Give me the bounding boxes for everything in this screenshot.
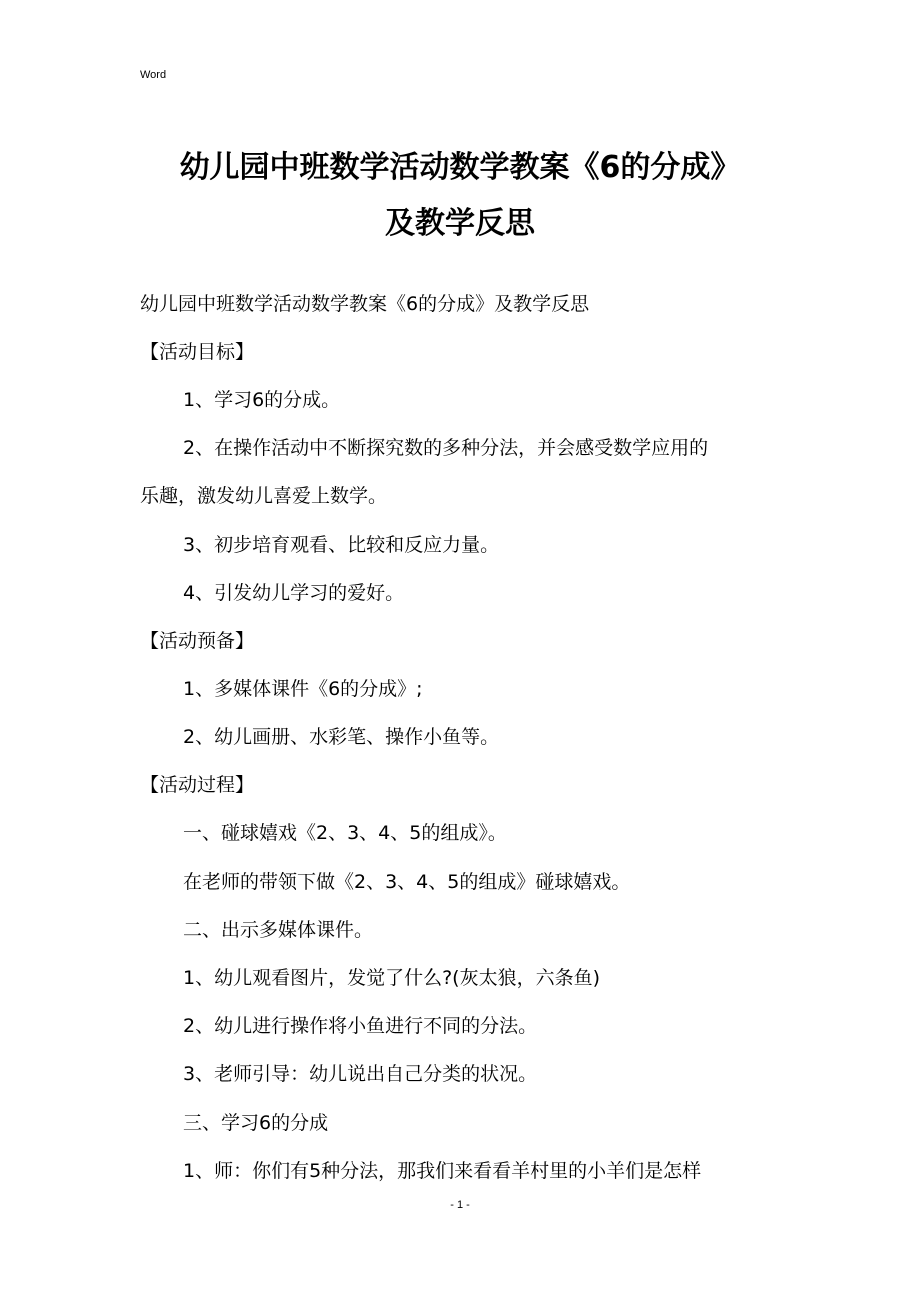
header-label: Word bbox=[140, 69, 167, 81]
paragraph: 在老师的带领下做《2、3、4、5的组成》碰球嬉戏。 bbox=[183, 871, 631, 893]
section-heading: 【活动预备】 bbox=[140, 630, 255, 652]
paragraph: 乐趣，激发幼儿喜爱上数学。 bbox=[140, 485, 388, 507]
paragraph: 3、老师引导：幼儿说出自己分类的状况。 bbox=[183, 1063, 538, 1085]
paragraph: 1、师：你们有5种分法，那我们来看看羊村里的小羊们是怎样 bbox=[183, 1160, 702, 1182]
page-number: - 1 - bbox=[450, 1199, 470, 1211]
section-heading: 【活动目标】 bbox=[140, 341, 255, 363]
paragraph: 2、在操作活动中不断探究数的多种分法，并会感受数学应用的 bbox=[183, 437, 709, 459]
paragraph: 1、幼儿观看图片，发觉了什么?(灰太狼，六条鱼) bbox=[183, 967, 600, 989]
document-title-line-2: 及教学反思 bbox=[385, 206, 535, 241]
paragraph: 4、引发幼儿学习的爱好。 bbox=[183, 582, 405, 604]
paragraph: 1、多媒体课件《6的分成》; bbox=[183, 678, 423, 700]
paragraph: 2、幼儿进行操作将小鱼进行不同的分法。 bbox=[183, 1015, 538, 1037]
paragraph: 2、幼儿画册、水彩笔、操作小鱼等。 bbox=[183, 726, 500, 748]
paragraph: 3、初步培育观看、比较和反应力量。 bbox=[183, 534, 500, 556]
section-heading: 【活动过程】 bbox=[140, 774, 255, 796]
paragraph: 1、学习6的分成。 bbox=[183, 389, 341, 411]
paragraph: 二、出示多媒体课件。 bbox=[183, 919, 374, 941]
document-title-line-1: 幼儿园中班数学活动数学教案《6的分成》 bbox=[179, 150, 741, 185]
paragraph-subtitle: 幼儿园中班数学活动数学教案《6的分成》及教学反思 bbox=[140, 293, 590, 315]
paragraph: 一、碰球嬉戏《2、3、4、5的组成》。 bbox=[183, 822, 507, 844]
paragraph: 三、学习6的分成 bbox=[183, 1112, 329, 1134]
